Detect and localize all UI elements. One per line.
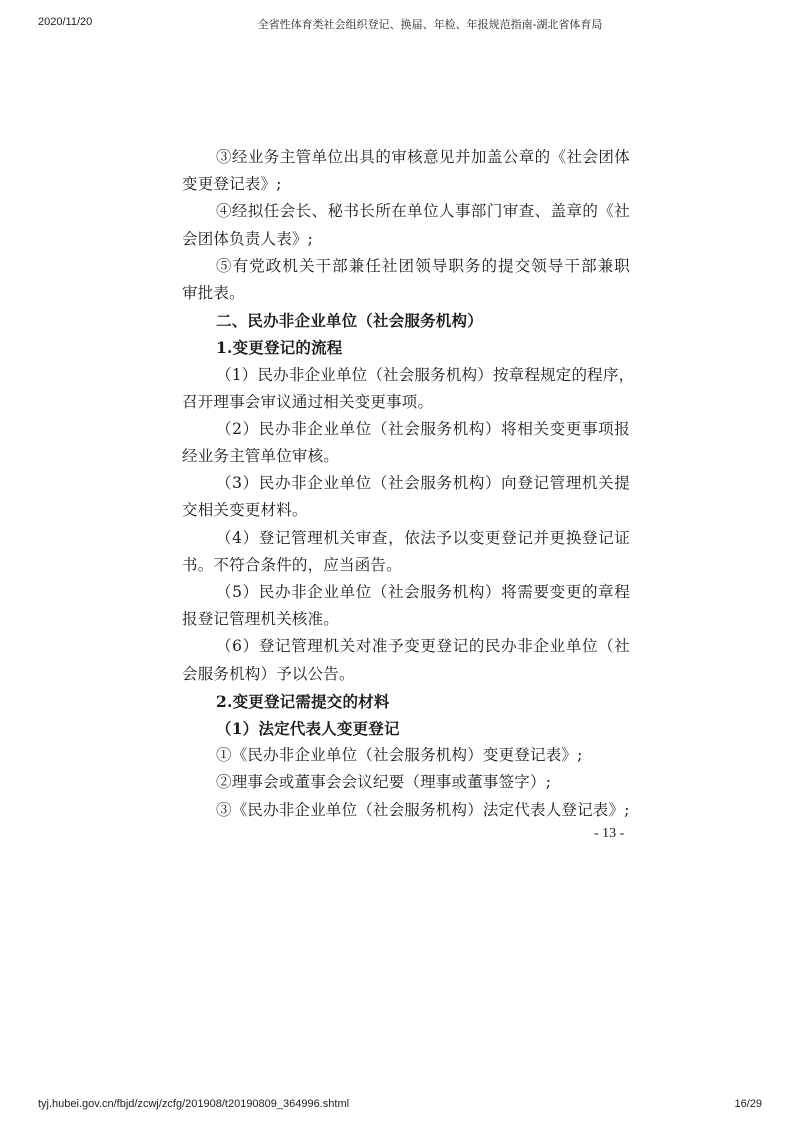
page-header-title: 全省性体育类社会组织登记、换届、年检、年报规范指南-湖北省体育局: [257, 19, 603, 31]
paragraph-line: 经业务主管单位审核。: [182, 447, 340, 466]
paragraph-line: 审批表。: [182, 283, 245, 302]
source-url: tyj.hubei.gov.cn/fbjd/zcwj/zcfg/201908/t20190809_364996.shtml: [38, 1098, 350, 1110]
paragraph-line: 会服务机构）予以公告。: [182, 664, 355, 683]
paragraph-line: 书。不符合条件的，应当函告。: [182, 555, 402, 574]
subsection-heading: 1.变更登记的流程: [216, 338, 343, 358]
paragraph-line: ②理事会或董事会会议纪要（理事或董事签字）;: [216, 773, 552, 792]
paragraph-line: （1）民办非企业单位（社会服务机构）按章程规定的程序，: [216, 365, 635, 384]
paragraph-line: ③经业务主管单位出具的审核意见并加盖公章的《社会团体: [216, 148, 630, 166]
subsection-heading: 2.变更登记需提交的材料: [216, 691, 390, 711]
paragraph-line: 变更登记表》;: [182, 175, 282, 194]
paragraph-line: ①《民办非企业单位（社会服务机构）变更登记表》;: [216, 746, 583, 765]
paragraph-line: （4）登记管理机关审查，依法予以变更登记并更换登记证: [216, 528, 630, 547]
paragraph-line: （5）民办非企业单位（社会服务机构）将需要变更的章程: [216, 583, 630, 601]
item-heading: （1）法定代表人变更登记: [216, 718, 400, 738]
document-page-number: - 13 -: [594, 826, 625, 841]
paragraph-line: ④经拟任会长、秘书长所在单位人事部门审查、盖章的《社: [216, 202, 630, 221]
paragraph-line: 会团体负责人表》;: [182, 229, 314, 248]
paragraph-line: 报登记管理机关核准。: [182, 610, 340, 629]
paragraph-line: 召开理事会审议通过相关变更事项。: [182, 392, 434, 411]
paragraph-line: （2）民办非企业单位（社会服务机构）将相关变更事项报: [216, 419, 630, 438]
paragraph-line: ③《民办非企业单位（社会服务机构）法定代表人登记表》;: [216, 800, 630, 819]
paragraph-line: （3）民办非企业单位（社会服务机构）向登记管理机关提: [216, 474, 630, 493]
section-heading: 二、民办非企业单位（社会服务机构）: [216, 311, 483, 331]
paragraph-line: （6）登记管理机关对准予变更登记的民办非企业单位（社: [216, 637, 630, 656]
paragraph-line: 交相关变更材料。: [182, 501, 308, 520]
paragraph-line: ⑤有党政机关干部兼任社团领导职务的提交领导干部兼职: [216, 256, 630, 275]
document-body: [182, 144, 635, 824]
print-page-count: 16/29: [734, 1098, 762, 1110]
print-date: 2020/11/20: [38, 16, 93, 28]
